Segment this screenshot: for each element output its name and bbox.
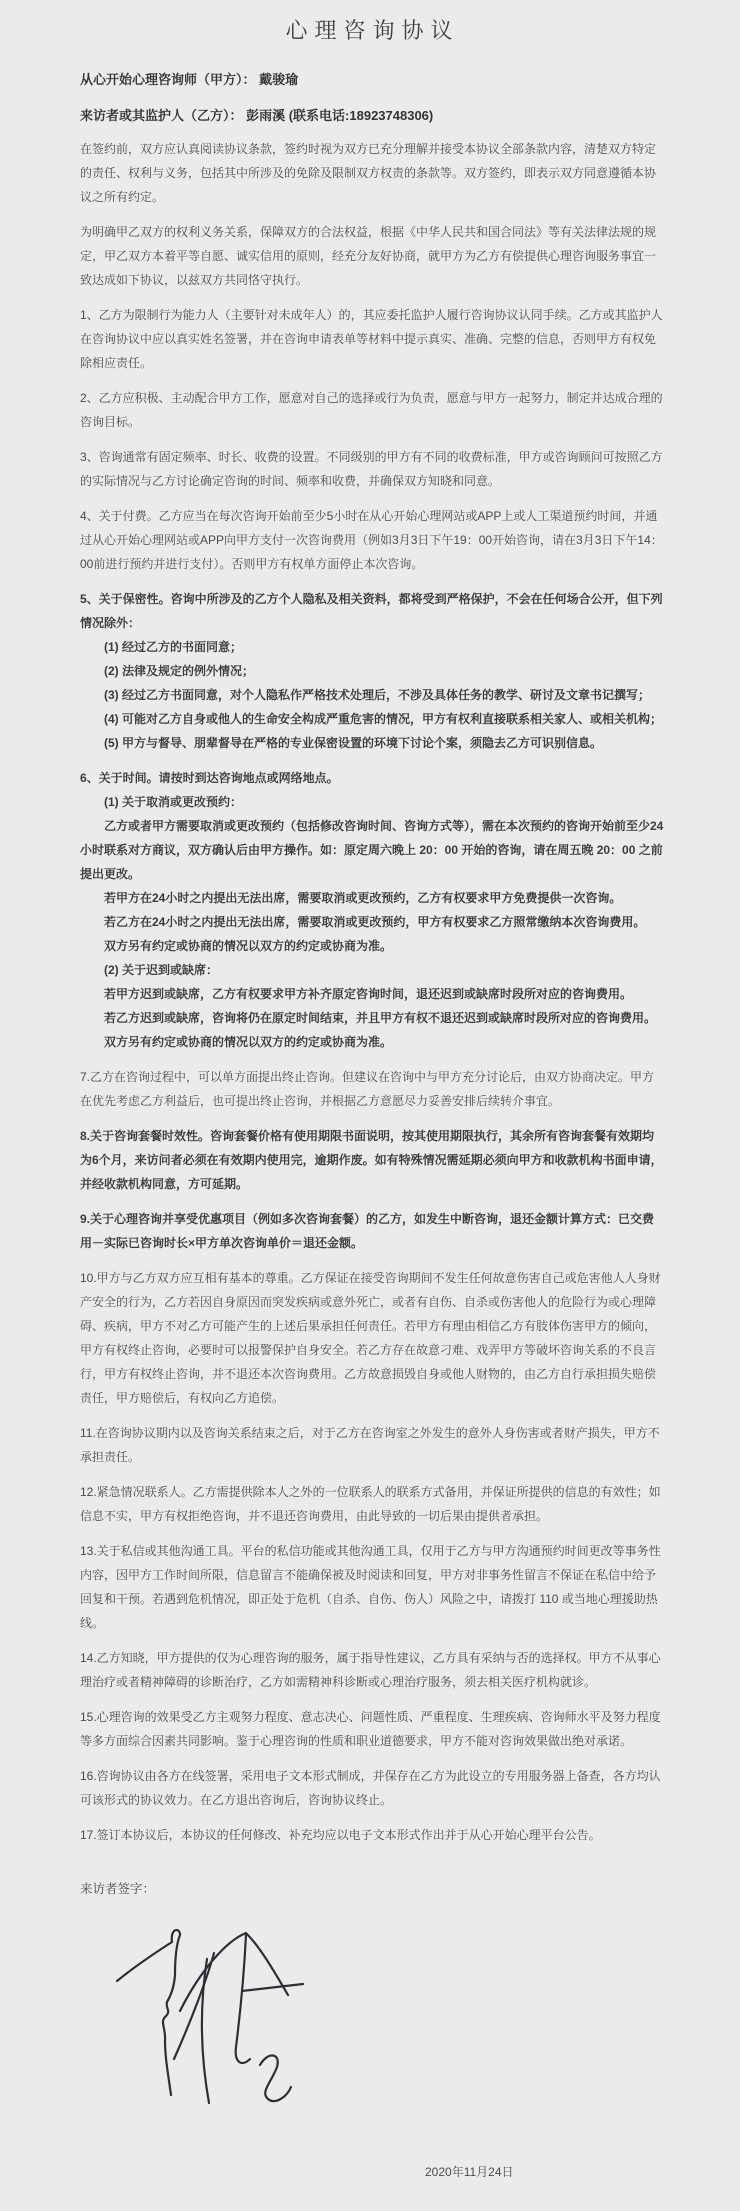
paragraph: 2、乙方应积极、主动配合甲方工作，愿意对自己的选择或行为负责，愿意与甲方一起努力，制定并达成合理的咨询目标。	[80, 391, 663, 429]
paragraph: (4) 可能对乙方自身或他人的生命安全构成严重危害的情况，甲方有权利直接联系相关家人、或相关机构；	[104, 712, 663, 726]
paragraph: 双方另有约定或协商的情况以双方的约定或协商为准。	[104, 939, 393, 953]
paragraph: 双方另有约定或协商的情况以双方的约定或协商为准。	[104, 1035, 393, 1049]
paragraph: 5、关于保密性。咨询中所涉及的乙方个人隐私及相关资料，都将受到严格保护，不会在任何场合公开，但下列情况除外：	[80, 592, 663, 630]
paragraph: (5) 甲方与督导、朋辈督导在严格的专业保密设置的环境下讨论个案，须隐去乙方可识别信息。	[104, 736, 603, 750]
signature-label: 来访者签字：	[80, 1882, 156, 1896]
paragraph: 3、咨询通常有固定频率、时长、收费的设置。不同级别的甲方有不同的收费标准，甲方或咨询顾问可按照乙方的实际情况与乙方讨论确定咨询的时间、频率和收费，并确保双方知晓和同意。	[80, 450, 663, 488]
paragraph: 若乙方在24小时之内提出无法出席，需要取消或更改预约，甲方有权要求乙方照常缴纳本次咨询费用。	[104, 915, 646, 929]
paragraphs-container	[80, 137, 665, 1847]
paragraph: 在签约前，双方应认真阅读协议条款，签约时视为双方已充分理解并接受本协议全部条款内容，清楚双方特定的责任、权利与义务，包括其中所涉及的免除及限制双方权责的条款等。双方签约，即表示双方同意遵循本协议之所有约定。	[80, 142, 657, 204]
paragraph: 为明确甲乙双方的权利义务关系，保障双方的合法权益，根据《中华人民共和国合同法》等有关法律法规的规定，甲乙双方本着平等自愿、诚实信用的原则，经充分友好协商，就甲方为乙方有偿提供心理咨询服务事宜一致达成如下协议，以兹双方共同恪守执行。	[80, 225, 657, 287]
paragraph: (3) 经过乙方书面同意，对个人隐私作严格技术处理后，不涉及具体任务的教学、研讨及文章书记撰写；	[104, 688, 651, 702]
party-visitor: 来访者或其监护人（乙方）： 彭雨溪 (联系电话:18923748306)	[80, 108, 434, 123]
paragraph: 7.乙方在咨询过程中，可以单方面提出终止咨询。但建议在咨询中与甲方充分讨论后，由双方协商决定。甲方在优先考虑乙方利益后，也可提出终止咨询，并根据乙方意愿尽力妥善安排后续转介事宜。	[80, 1070, 655, 1108]
paragraph: 15.心理咨询的效果受乙方主观努力程度、意志决心、问题性质、严重程度、生理疾病、咨询师水平及努力程度等多方面综合因素共同影响。鉴于心理咨询的性质和职业道德要求，甲方不能对咨询效果做出绝对承诺。	[80, 1710, 661, 1748]
paragraph: 13.关于私信或其他沟通工具。平台的私信功能或其他沟通工具，仅用于乙方与甲方沟通预约时间更改等事务性内容，因甲方工作时间所限，信息留言不能确保被及时阅读和回复，甲方对非事务性留言不保证在私信中给予回复和干预。若遇到危机情况，即正处于危机（自杀、自伤、伤人）风险之中，请拨打 110 或当地心理援助热线。	[80, 1544, 661, 1630]
page-title: 心理咨询协议	[285, 18, 460, 43]
paragraph: 1、乙方为限制行为能力人（主要针对未成年人）的，其应委托监护人履行咨询协议认同手续。乙方或其监护人在咨询协议中应以真实姓名签署，并在咨询申请表单等材料中提示真实、准确、完整的信息，否则甲方有权免除相应责任。	[80, 308, 663, 370]
paragraph: 12.紧急情况联系人。乙方需提供除本人之外的一位联系人的联系方式备用，并保证所提供的信息的有效性；如信息不实，甲方有权拒绝咨询，并不退还咨询费用，由此导致的一切后果由提供者承担。	[80, 1485, 661, 1523]
paragraph: (2) 法律及规定的例外情况；	[104, 664, 255, 678]
party-counselor: 从心开始心理咨询师（甲方）： 戴骏瑜	[80, 72, 299, 87]
paragraph: (1) 经过乙方的书面同意；	[104, 640, 243, 654]
signing-date: 2020年11月24日	[425, 2165, 514, 2179]
paragraph: 10.甲方与乙方双方应互相有基本的尊重。乙方保证在接受咨询期间不发生任何故意伤害自己或危害他人人身财产安全的行为，乙方若因自身原因而突发疾病或意外死亡，或者有自伤、自杀或伤害他人的危险行为或心理障碍、疾病，甲方不对乙方可能产生的上述后果承担任何责任。若甲方有理由相信乙方有肢体伤害甲方的倾向，甲方有权终止咨询，必要时可以报警保护自身安全。若乙方存在故意刁难、戏弄甲方等破坏咨询关系的不良言行，甲方有权终止咨询，并不退还本次咨询费用。乙方故意损毁自身或他人财物的，由乙方自行承担损失赔偿责任，甲方赔偿后，有权向乙方追偿。	[80, 1271, 661, 1405]
paragraph: 11.在咨询协议期内以及咨询关系结束之后，对于乙方在咨询室之外发生的意外人身伤害或者财产损失，甲方不承担责任。	[80, 1426, 660, 1464]
paragraph: (2) 关于迟到或缺席：	[104, 963, 219, 977]
paragraph: 若甲方迟到或缺席，乙方有权要求甲方补齐原定咨询时间，退还迟到或缺席时段所对应的咨询费用。	[104, 987, 633, 1001]
paragraph: 9.关于心理咨询并享受优惠项目（例如多次咨询套餐）的乙方，如发生中断咨询，退还金额计算方式：已交费用－实际已咨询时长×甲方单次咨询单价＝退还金额。	[80, 1212, 655, 1250]
paragraph: 17.签订本协议后，本协议的任何修改、补充均应以电子文本形式作出并于从心开始心理平台公告。	[80, 1828, 601, 1842]
paragraph: 乙方或者甲方需要取消或更改预约（包括修改咨询时间、咨询方式等），需在本次预约的咨询开始前至少24小时联系对方商议，双方确认后由甲方操作。如：原定周六晚上 20：00 开始的咨询，请在周五晚 20：00 之前提出更改。	[80, 819, 664, 881]
paragraph: (1) 关于取消或更改预约：	[104, 795, 243, 809]
signature-drawing	[110, 1915, 340, 2115]
paragraph: 14.乙方知晓，甲方提供的仅为心理咨询的服务，属于指导性建议，乙方具有采纳与否的选择权。甲方不从事心理治疗或者精神障碍的诊断治疗，乙方如需精神科诊断或心理治疗服务，须去相关医疗机构就诊。	[80, 1651, 661, 1689]
paragraph: 6、关于时间。请按时到达咨询地点或网络地点。	[80, 771, 339, 785]
visitor-signature	[110, 1915, 340, 2115]
paragraph: 4、关于付费。乙方应当在每次咨询开始前至少5小时在从心开始心理网站或APP上或人工渠道预约时间，并通过从心开始心理网站或APP向甲方支付一次咨询费用（例如3月3日下午19：00开始咨询，请在3月3日下午14：00前进行预约并进行支付）。否则甲方有权单方面停止本次咨询。	[80, 509, 663, 571]
paragraph: 若乙方迟到或缺席，咨询将仍在原定时间结束，并且甲方有权不退还迟到或缺席时段所对应的咨询费用。	[104, 1011, 657, 1025]
paragraph: 8.关于咨询套餐时效性。咨询套餐价格有使用期限书面说明，按其使用期限执行，其余所有咨询套餐有效期均为6个月，来访问者必须在有效期内使用完，逾期作废。如有特殊情况需延期必须向甲方和收款机构书面申请，并经收款机构同意，方可延期。	[80, 1129, 663, 1191]
paragraph: 若甲方在24小时之内提出无法出席，需要取消或更改预约，乙方有权要求甲方免费提供一次咨询。	[104, 891, 622, 905]
paragraph: 16.咨询协议由各方在线签署，采用电子文本形式制成，并保存在乙方为此设立的专用服务器上备查，各方均认可该形式的协议效力。在乙方退出咨询后，咨询协议终止。	[80, 1769, 661, 1807]
